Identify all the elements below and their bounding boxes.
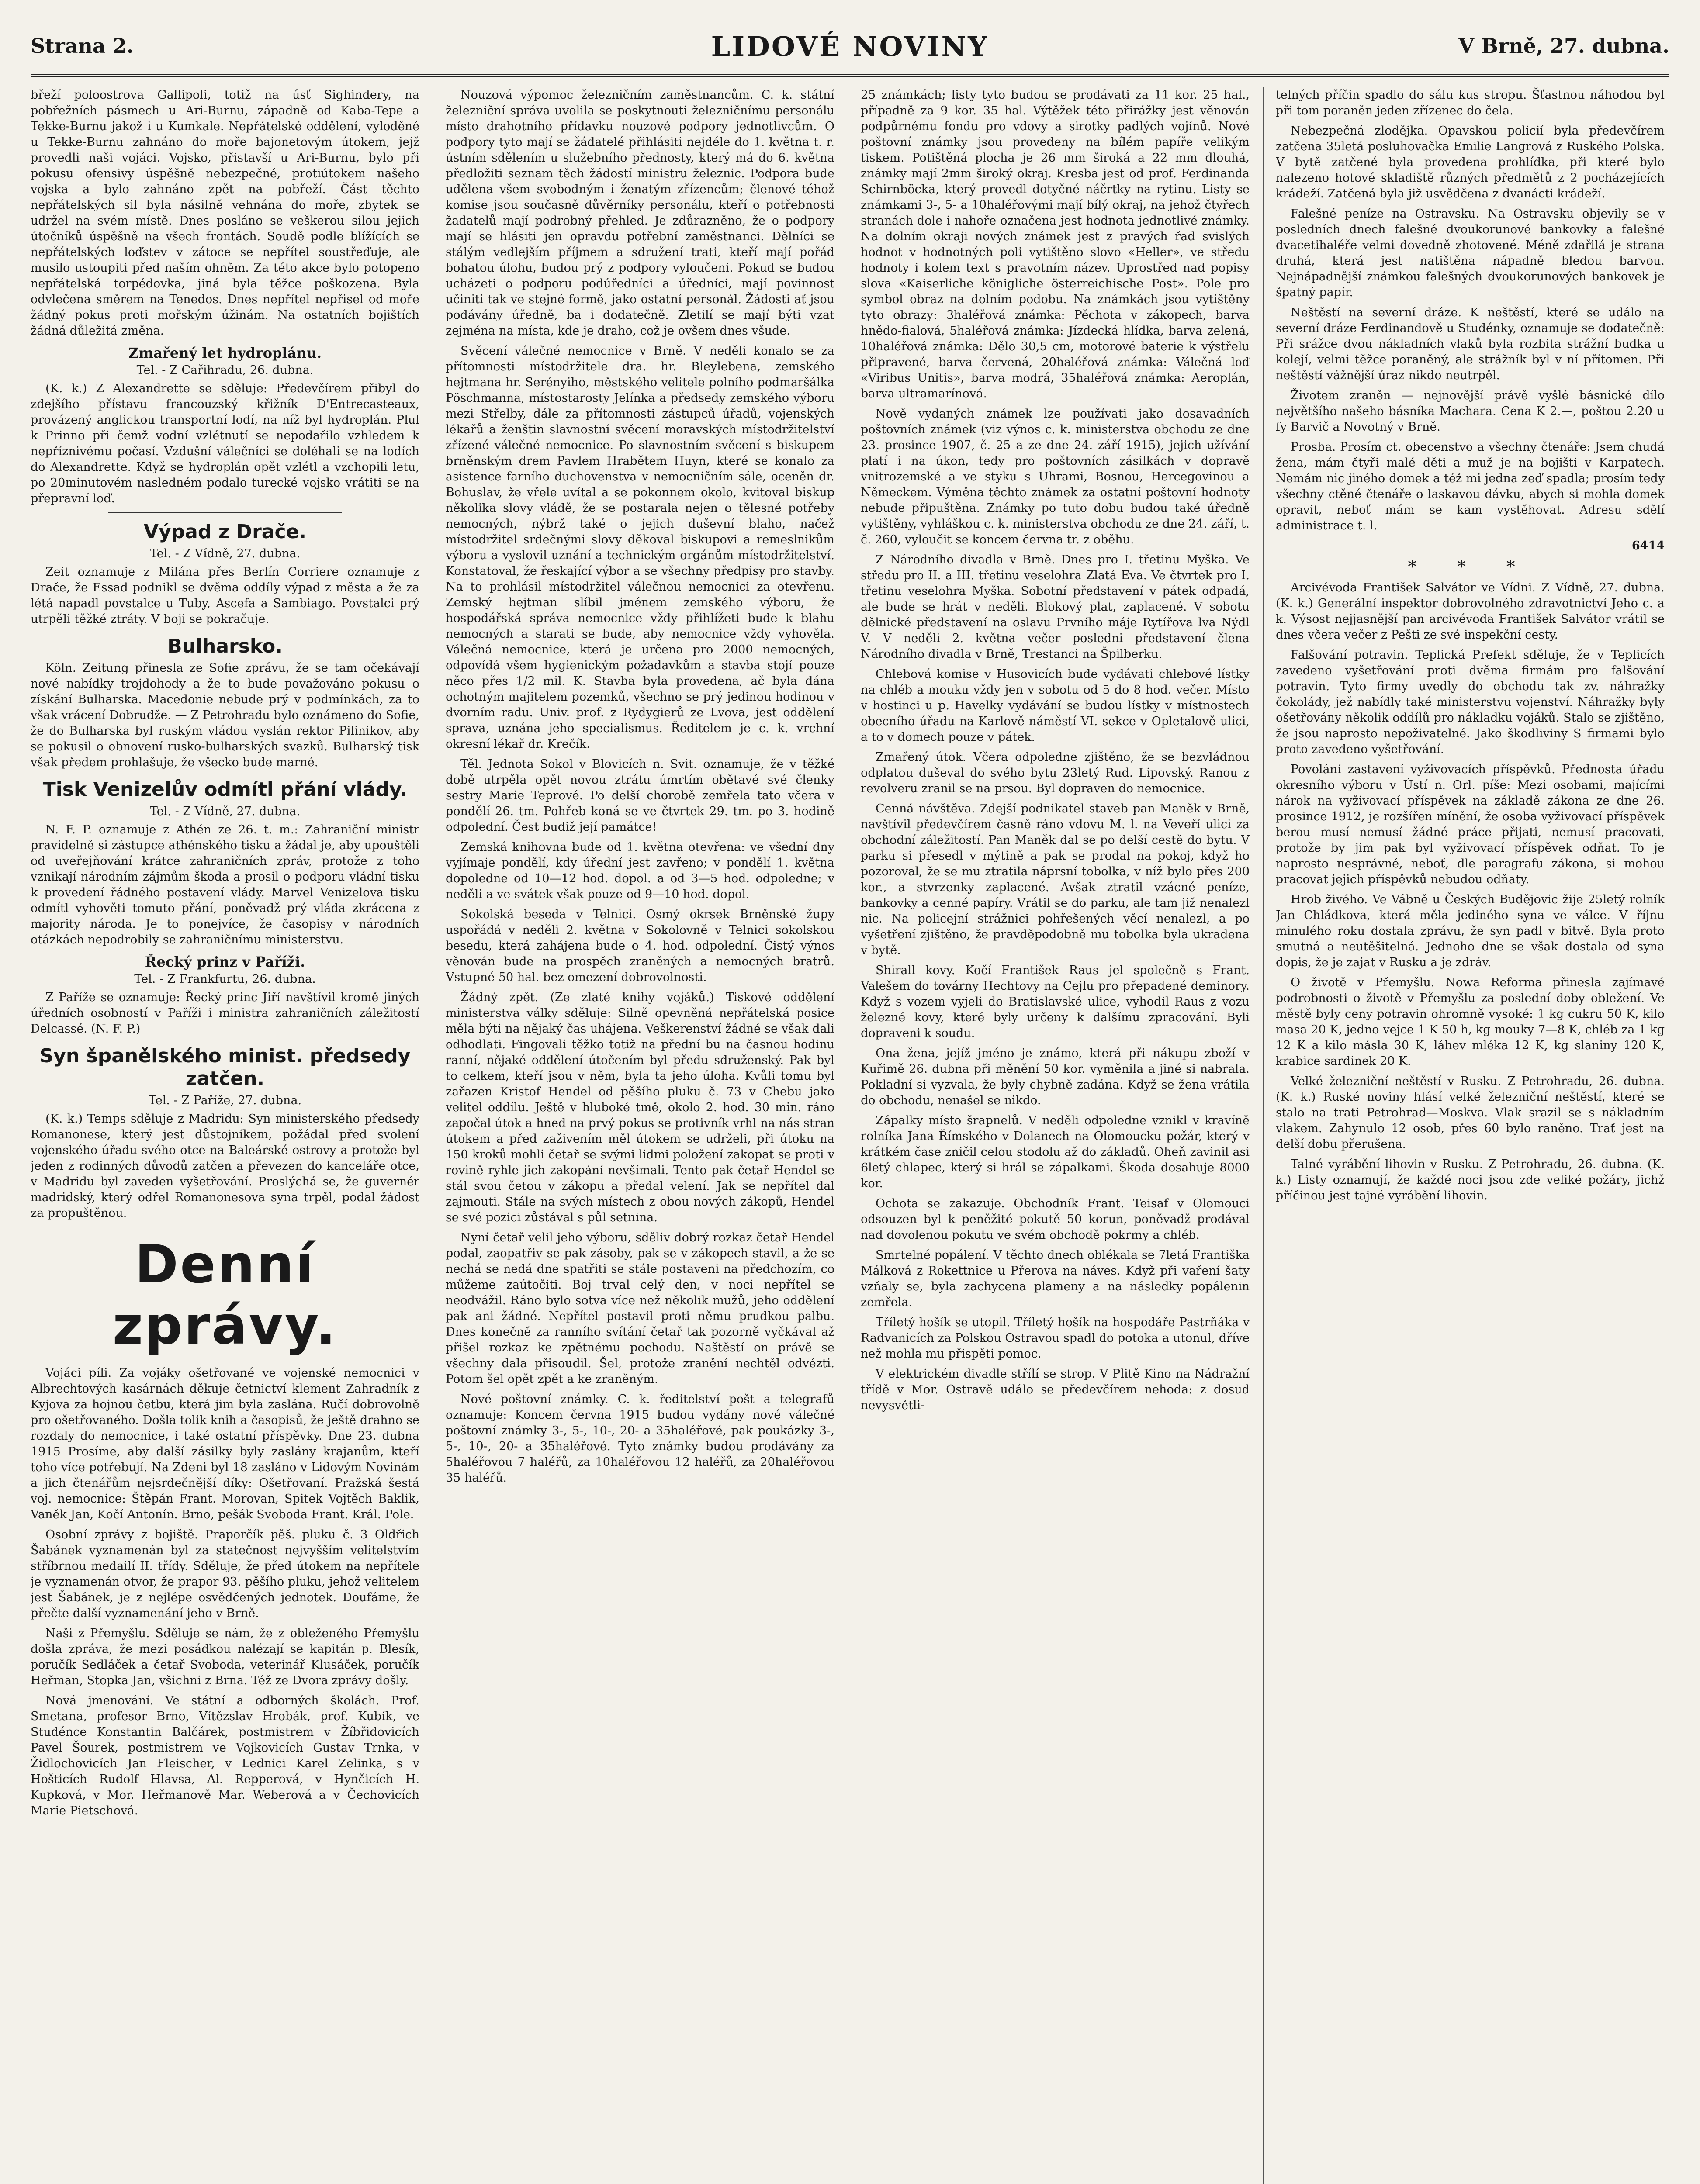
article-paragraph: břeží poloostrova Gallipoli, totiž na úsť Sighindery, na pobřežních pásmech u Ari-Burnu, západně od Kaba-Tepe a Tekke-Burnu jakož i u Kumkale. Nepřátelské oddělení, vyloděné u Tekke-Burnu zahnáno do moře bajonetovým útokem, jejž provedli naši vojáci. Vojsko, přistavší u Ari-Burnu, bylo při pokusu ofensivy úspěšně nebezpečné, protiútokem našeho vojska a bylo zahnáno zpět na pobřeží. Část těchto nepřátelských sil byla násilně vehnána do moře, zbytek se udržel na svém místě. Dnes posláno se veškerou silou jejich útočníků úspěšně na všech frontách. Soudě podle blížících se nepřátelských loďstev v zátoce se nepřítel soustřeďuje, ale musilo ustoupiti před naším ohněm. Za této akce bylo potopeno nepřátelská torpédovka, jiná byla těžce poškozena. Byla odvlečena směrem na Tenedos. Dnes nepřítel nepřisel od moře žádný pokus proti mořským úžinám. Na ostatních bojištích žádná důležitá změna.	[31, 88, 419, 338]
article-paragraph: Sokolská beseda v Telnici. Osmý okrsek Brněnské župy uspořádá v neděli 2. května v Sokolovně v Telnici sokolskou besedu, která zahájena bude o 4. hod. odpolední. Čistý výnos věnován bude na prospěch zraněných a nemocných bratrů. Vstupné 50 hal. bez omezení dobrovolnosti.	[446, 908, 834, 984]
article-paragraph: Zmařený útok. Včera odpoledne zjištěno, že se bezvládnou odplatou duševal do svého bytu 23letý Rud. Lipovský. Ranou z revolveru zranil se na prsou. Byl dopraven do nemocnice.	[861, 750, 1250, 795]
article-paragraph: Cenná návštěva. Zdejší podnikatel staveb pan Maněk v Brně, navštívil předevčírem časně ráno vdovu M. l. na Veveří ulici za obchodní záležitostí. Pan Maněk dal se po delší cestě do bytu. V parku si přesedl v mýtině a pak se prodal na pokoj, když ho pozoroval, že se mu ztratila náprsní tobolka, v níž bylo přes 200 kor., a stvrzenky zaplacené. Avšak ztratil vzácné peníze, bankovky a cenné papíry. Vrátil se do parku, ale tam již nenalezl nic. Na policejní strážnici pohřešených věcí nenalezl, a po vyšetření zjištěno, že pravděpodobně mu tobolka byla ukradena v bytě.	[861, 802, 1250, 957]
article-paragraph: Falšování potravin. Teplická Prefekt sděluje, že v Teplicích zavedeno vyšetřování proti dvěma firmám pro falšování potravin. Tyto firmy uvedly do obchodu tak zv. náhražky čokolády, jež nabídly také ministerstvu vojenství. Náhražky byly ošetřovány několik oddílů pro nákladku vojáků. Stalo se zjištěno, že jsou naprosto nepoživatelné. Jako škodliviny S firmami bylo proto zavedeno vyšetřování.	[1276, 648, 1665, 756]
article-paragraph: Falešné peníze na Ostravsku. Na Ostravsku objevily se v posledních dnech falešné dvoukorunové bankovky a falešné dvacetihaléře velmi dovedně zhotovené. Méně zdařilá je strana druhá, která jest natištěna nápadně bledou barvou. Nejnápadnější známkou falešných dvoukorunových bankovek je špatný papír.	[1276, 207, 1665, 299]
article-paragraph: Shirall kovy. Kočí František Raus jel společně s Frant. Valešem do továrny Hechtovy na Cejlu pro přepadené deminory. Když s vozem vyjeli do Bratislavské ulice, vyhodil Raus z vozu železné kovy, které byly určeny k dalšímu zpracování. Byli dopraveni k soudu.	[861, 964, 1250, 1040]
article-paragraph: Zemská knihovna bude od 1. května otevřena: ve všední dny vyjímaje pondělí, kdy úřední jest zavřeno; v pondělí 1. května dopoledne od 10—12 hod. dopol. a od 3—5 hod. odpoledne; v neděli a ve svátek však pouze od 9—10 hod. dopol.	[446, 840, 834, 901]
article-paragraph: Svěcení válečné nemocnice v Brně. V neděli konalo se za přítomnosti místodržitele dra. hr. Bleylebena, zemského hejtmana hr. Serényiho, městského velitele polního podmaršálka Pöschmanna, místostarosty Jelínka a předsedy zemského výboru mezi Střelby, dále za přítomnosti zástupců úřadů, vojenských lékařů a ženštin slavnostní svěcení moravských místodržitelství zřízené válečné nemocnice. Po slavnostním svěcení s biskupem brněnským drem Pavlem Hrabětem Huyn, které se konalo za asistence farního duchovenstva v nemocničním sále, oceněn dr. Bohuslav, že vřele uvítal a se pokonnem okolo, kvitoval biskup několika slovy vládě, že se postarala nejen o tělesné potřeby nemocných, nýbrž také o jejich duševní blaho, načež místodržitel srdečnými slovy děkoval biskupovi a remeslnikům výboru a vyslovil uznání a technickým orgánům místodržitelství. Konstatoval, že řeskající výbor a se všechny předpisy pro stavby. Na to prohlásil místodržitel válečnou nemocnici za otevřenu. Zemský hejtman slíbil jménem zemského výboru, že hospodářská správa nemocnice vždy přihlížeti bude k blahu nemocných a starati se bude, aby nemocnice vždy vyhověla. Válečná nemocnice, která je určena pro 2000 nemocných, odpovídá všem hygienickým požadavkům a stavba stojí pouze něco přes 1/2 mil. K. Stavba byla provedena, ač byla dána ochotným majitelem pozemků, všechno se prý jedinou hodinou v dvorním radu. Univ. prof. z Rydygierů ze Lvova, jest oddělení sprava, uznána jeho specialismus. Ředitelem je c. k. vrchní okresní lékař dr. Krečík.	[446, 344, 834, 751]
article-paragraph: Arcivévoda František Salvátor ve Vídni. Z Vídně, 27. dubna. (K. k.) Generální inspektor dobrovolného zdravotnictví Jeho c. a k. Výsost nejjasnější pan arcivévoda František Salvátor vrátil se dnes včera večer z Pešti ze své inspekční cesty.	[1276, 581, 1665, 642]
article-paragraph: Těl. Jednota Sokol v Blovicích n. Svit. oznamuje, že v těžké době utrpěla opět novou ztrátu úmrtím obětavé své členky sestry Marie Teprové. Po delší chorobě zemřela tato včera v pondělí 26. tm. Pohřeb koná se ve čtvrtek 29. tm. po 3. hodině odpolední. Čest budiž její památce!	[446, 757, 834, 834]
article-paragraph: Nouzová výpomoc železničním zaměstnancům. C. k. státní železniční správa uvolila se poskytnouti železničnímu personálu místo drahotního přídavku nouzové podpory jednotlivcům. O podpory tyto mají se žádatelé přihlásiti nejdéle do 1. května t. r. ústním sdělením u služebního přednosty, který má do 6. května předložiti seznam těch žádostí ministru železnic. Podpora bude udělena všem svobodným i ženatým zřízencům; členové téhož komise jsou současně důvěrníky personálu, kteří o potřebnosti žadatelů mají podrobný přehled. Je zdůrazněno, že o podpory mají se hlásiti jen opravdu potřební zaměstnanci. Dělníci se stálým vedlejším příjmem a sdružení trati, kteří mají pořád bohatou úlohu, budou prý z podpory vyloučeni. Pokud se budou ucházeti o podporu podúředníci a úředníci, mají povinnost učiniti tak ve stejné formě, jako ostatní personál. Žádosti ať jsou podávány úředně, ba i dodatečně. Zletilí se mají býti vzat zejména na místa, kde je draho, což je ovšem dnes všude.	[446, 88, 834, 338]
article-paragraph: Vojáci píli. Za vojáky ošetřované ve vojenské nemocnici v Albrechtových kasárnách děkuje četnictví klement Zahradník z Kyjova za hojnou četbu, která jim byla zaslána. Ručí dobrovolně pro ošetřovaného. Došla tolik knih a časopisů, že ještě drahno se rozdaly do nemocnice, i také ostatní příspěvky. Dne 23. dubna 1915 Prosíme, aby další zásilky byly zaslány krajanům, kteří toho více potřebují. Na Zdeni byl 18 zasláno v Lidovým Novinám a jich čtenářům nejsrdečnější díky: Ošetřovaní. Pražská šestá voj. nemocnice: Štěpán Frant. Morovan, Spitek Vojtěch Baklik, Vaněk Jan, Kočí Antonín. Brno, pešák Svoboda Frant. Král. Pole.	[31, 1366, 419, 1521]
article-paragraph: Naši z Přemyšlu. Sděluje se nám, že z obleženého Přemyšlu došla zpráva, že mezi posádkou nalézají se kapitán p. Blesík, poručík Sedláček a četař Svoboda, veterinář Klusáček, poručík Heřman, Stopka Jan, všichni z Brna. Též ze Dvora zprávy došly.	[31, 1627, 419, 1687]
column-rule	[1263, 87, 1264, 2184]
article-paragraph: Nová jmenování. Ve státní a odborných školách. Prof. Smetana, profesor Brno, Vítězslav Hrobák, prof. Kubík, ve Studénce Konstantin Balčárek, postmistrem v Žíbřidovicích Pavel Šourek, postmistrem ve Vojkovicích Gustav Trnka, v Židlochovicích Jan Fleischer, v Lednici Karel Zelinka, s v Hošticích Rudolf Hlavsa, Al. Repperová, v Hynčicích H. Kupková, v Mor. Heřmanově Mar. Weberová a v Čechovicích Marie Pietschová.	[31, 1694, 419, 1818]
article-paragraph: Smrtelné popálení. V těchto dnech oblékala se 7letá Františka Málková z Rokettnice u Přerova na náves. Když při vaření šaty vzňaly se, byla zachycena plameny a na následky popálenin zemřela.	[861, 1248, 1250, 1309]
article-paragraph: Köln. Zeitung přinesla ze Sofie zprávu, že se tam očekávají nové nabídky trojdohody a že to bude považováno pokusu o získání Bulharska. Macedonie nebude prý v podmínkách, za to však vrácení Dobrudže. — Z Petrohradu bylo oznámeno do Sofie, že do Bulharska byl ruským vládou vyslán rektor Pilinikov, aby se pokusil o obnovení rusko-bulharských svazků. Bulharský tisk však předem prohlašuje, že všecko bude marné.	[31, 661, 419, 769]
article-heading: Řecký prinz v Paříži.	[145, 954, 305, 970]
article-paragraph: Z Paříže se oznamuje: Řecký princ Jiří navštívil kromě jiných úředních osobností v Paříži i ministra zahraničních záležitostí Delcassé. (N. F. P.)	[31, 991, 419, 1036]
article-heading: Syn španělského minist. předsedy zatčen.	[39, 1045, 411, 1090]
ad-code: 6414	[1631, 539, 1665, 553]
article-paragraph: Zeit oznamuje z Milána přes Berlín Corriere oznamuje z Drače, že Essad podnikl se dvěma oddíly výpad z města a že za létá napadl povstalce u Tuby, Ascefa a Sambiago. Povstalci prý utrpěli těžké ztráty. V boji se pokračuje.	[31, 565, 419, 626]
masthead	[31, 26, 1669, 77]
divider	[108, 512, 342, 513]
dateline: Tel. - Z Paříže, 27. dubna.	[148, 1094, 302, 1107]
article-heading: Výpad z Drače.	[143, 521, 307, 543]
article-paragraph: Z Národního divadla v Brně. Dnes pro I. třetinu Myška. Ve středu pro II. a III. třetinu veselohra Zlatá Eva. Ve čtvrtek pro I. třetinu veselohra Myška. Sobotní představení v pátek odpadá, ale bude se hrát v neděli. Blokový plat, zaplacené. V sobotu dělnické představení na oslavu Prvního máje Rytířova lva Nýdl V. V neděli 2. května večer posledni představení člena Národního divadla v Brně, Trestanci na Špilberku.	[861, 553, 1250, 661]
column-3	[861, 87, 1250, 2184]
article-paragraph: Nyní četař velil jeho výboru, sděliv dobrý rozkaz četař Hendel podal, zaopatřiv se pak zásoby, pak se v zákopech stavil, a že se nechá se nedá dne spatřiti se stále postaveni na předchozím, co můžeme zaútočiti. Boj trval celý den, v noci nepřítel se neodvážil. Ráno bylo sotva více než několik mužů, jeho oddělení pak ani žádné. Nepřítel postavil proti němu prudkou palbu. Dnes konečně za ranního svítání četař tak pozorně vyčkával až přišel rozkaz ke zpětnému pochodu. Naštěstí on právě se všechny dala přisoudil. Šel, protože zranění nechtěl odvézti. Potom šel opět zpět a ke zraněným.	[446, 1231, 834, 1386]
place-date: V Brně, 27. dubna.	[1458, 34, 1669, 58]
article-paragraph: Ochota se zakazuje. Obchodník Frant. Teisaf v Olomouci odsouzen byl k peněžité pokutě 50 korun, poněvadž prodával nad dovolenou pokutu ve svém obchodě pokrmy a chléb.	[861, 1197, 1250, 1242]
column-1	[31, 87, 419, 2184]
dateline: Tel. - Z Vídně, 27. dubna.	[149, 547, 301, 560]
article-heading: Zmařený let hydroplánu.	[128, 345, 322, 361]
page-number: Strana 2.	[31, 34, 134, 58]
column-4	[1276, 87, 1665, 2184]
article-paragraph: N. F. P. oznamuje z Athén ze 26. t. m.: Zahraniční ministr pravidelně si zástupce athénského tisku a žádal je, aby upouštěli od uveřejňování krátce zahraničních zpráv, protože z toho vznikají národním zájmům škoda a prosil o podporu vládní tisku k provedení řádného postavení vlády. Marvel Venizelova tisku odmítl vyhověti tomuto přání, poněvadž prý vláda zkrácena z majority národa. Je to ponejvíce, že časopisy v národních otázkách nepodrobily se zahraničnímu ministerstvu.	[31, 823, 419, 947]
article-paragraph: Životem zraněn — nejnovější právě vyšlé básnické dílo největšího našeho básníka Machara. Cena K 2.—, poštou 2.20 u fy Barvič a Novotný v Brně.	[1276, 389, 1665, 434]
dateline: Tel. - Z Cařihradu, 26. dubna.	[136, 363, 314, 377]
article-paragraph: Ona žena, jejíž jméno je známo, která při nákupu zboží v Kuřimě 26. dubna při měnění 50 kor. vyměnila a jiné si nabrala. Pokladní si vyzvala, že byly chybně zadána. Když se žena vrátila do obchodu, nenašel se nikdo.	[861, 1047, 1250, 1107]
article-paragraph: Neštěstí na severní dráze. K neštěstí, které se událo na severní dráze Ferdinandově u Studénky, oznamuje se dodatečně: Při srážce dvou nákladních vlaků byla rozbita strážní budka u kolejí, velmi těžce poraněný, ale strážník byl v ní přítomen. Při neštěstí vážnější úraz nikdo neutrpěl.	[1276, 306, 1665, 382]
article-paragraph: Nově vydaných známek lze používati jako dosavadních poštovních známek (viz výnos c. k. ministerstva obchodu ze dne 23. prosince 1907, č. 25 a ze dne 24. září 1915), jejich užívání platí i na úkon, tedy pro poštovních zásilkách v dopravě vnitrozemské a ve styku s Uhrami, Bosnou, Hercegovinou a Německem. Výměna těchto známek za ostatní poštovní hodnoty nebude připuštěna. Známky po tuto dobu budou také úředně vytištěny, vyhláškou c. k. ministerstva obchodu ze dne 24. září, t. č. 260, vyloučit se koncem června tr. z oběhu.	[861, 407, 1250, 546]
article-paragraph: (K. k.) Temps sděluje z Madridu: Syn ministerského předsedy Romanonese, který jest důstojníkem, požádal před svolení vojenského úřadu svého otce na Baleárské ostrovy a protože byl jeden z rodinných důvodů zatčen a převezen do kanceláře otce, v Madridu byl zaveden vyšetřování. Proslýchá se, že guvernér madridský, který odřel Romanonesova syna trpěl, podal žádost za propuštěnou.	[31, 1112, 419, 1220]
article-paragraph: telných příčin spadlo do sálu kus stropu. Šťastnou náhodou byl při tom poraněn jeden zřízenec do čela.	[1276, 88, 1665, 117]
column-2	[446, 87, 834, 2184]
article-paragraph: 25 známkách; listy tyto budou se prodávati za 11 kor. 25 hal., případně za 9 kor. 35 hal. Výtěžek této přirážky jest věnován podpůrnému fondu pro vdovy a sirotky padlých vojínů. Nové poštovní známky jsou provedeny na bílém papíře velikým tiskem. Potištěná plocha je 26 mm široká a 22 mm dlouhá, známky mají 2mm široký okraj. Kresba jest od prof. Ferdinanda Schirnböcka, který provedl dotyčné náčrtky na rytinu. Listy se známkami 3-, 5- a 10haléřovými mají bílý okraj, na jehož čtyřech stranách dole i nahoře označena jest hodnota jednotlivé známky. Na dolním okraji nových známek jest z pravých řad svislých hodnot v hodnotných poli vytištěno slovo «Heller», ve středu hodnoty i kolem text s pravotním název. Uprostřed nad popisy slova «Kaiserliche königliche österreichische Post». Pole pro symbol obraz na dolním podobu. Na známkách jsou vytištěny tyto obrazy: 3haléřová známka: Pěchota v zákopech, barva hnědo-fialová, 5haléřová známka: Jízdecká hlídka, barva zelená, 10haléřová známka: Dělo 30,5 cm, motorové baterie k výstřelu připravené, barva červená, 20haléřová známka: Válečná loď «Viribus Unitis», barva modrá, 35haléřová známka: Aeroplán, barva ultramarínová.	[861, 88, 1250, 401]
article-heading: Bulharsko.	[167, 635, 283, 657]
article-paragraph: Nové poštovní známky. C. k. ředitelství pošt a telegrafů oznamuje: Koncem června 1915 budou vydány nové válečné poštovní známky 3-, 5-, 10-, 20- a 35haléřové, pak poukázky 3-, 5-, 10-, 20- a 35haléřové. Tyto známky budou prodávány za 5haléřovou 7 haléřů, za 10haléřovou 12 haléřů, za 20haléřovou 35 haléřů.	[446, 1393, 834, 1485]
article-paragraph: Tříletý hošík se utopil. Tříletý hošík na hospodáře Pastrňáka v Radvanicích za Polskou Ostravou spadl do potoka a utonul, dříve než mohla mu přispěti pomoc.	[861, 1316, 1250, 1361]
article-paragraph: Nebezpečná zlodějka. Opavskou policií byla předevčírem zatčena 35letá posluhovačka Emilie Langrová z Ruského Polska. V bytě zatčené byla provedena prohlídka, při které bylo nalezeno hotové skladiště různých předmětů z 2 pocházejících krádeží. Zatčená byla již usvědčena z dvanácti krádeží.	[1276, 124, 1665, 200]
article-paragraph: (K. k.) Z Alexandrette se sděluje: Předevčírem přibyl do zdejšího přístavu francouzský křižník D'Entrecasteaux, provázený anglickou transportní lodí, na níž byl hydroplán. Plul k Prinno při čemž vodní vzlétnutí se nepodařilo vzhledem k nepříznivému počasí. Vzdušní válečníci se doléhali se na lodích do Alexandrette. Když se hydroplán opět vzlétl a vzchopili letu, po 20minutovém nasledném podalo turecké vojsko vrátiti se na přepravní loď.	[31, 382, 419, 505]
article-paragraph: Osobní zprávy z bojiště. Praporčík pěš. pluku č. 3 Oldřich Šabánek vyznamenán byl za statečnost nejvyšším velitelstvím stříbrnou medailí II. třídy. Sděluje, že před útokem na nepřítele je vyznamenán otvor, že prapor 93. pěšího pluku, jehož velitelem jest Šabánek, je z nejlépe osvědčených jednotek. Doufáme, že přečte další vyznamenání jeho v Brně.	[31, 1528, 419, 1620]
article-paragraph: Velké železniční neštěstí v Rusku. Z Petrohradu, 26. dubna. (K. k.) Ruské noviny hlásí velké železniční neštěstí, které se stalo na trati Petrohrad—Moskva. Vlak srazil se s nákladním vlakem. Zahynulo 12 osob, přes 60 bylo raněno. Trať jest na delší dobu přerušena.	[1276, 1075, 1665, 1151]
newspaper-page	[31, 26, 1669, 2184]
article-paragraph: Chlebová komise v Husovicích bude vydávati chlebové lístky na chléb a mouku vždy jen v sobotu od 5 do 8 hod. večer. Místo v hostinci u p. Havelky vydávání se budou lístky v místnostech obecního úřadu na Karlově náměstí VI. sekce v Opletalově ulici, a to v domech pouze v pátek.	[861, 667, 1250, 744]
newspaper-title: LIDOVÉ NOVINY	[711, 31, 989, 62]
article-paragraph: Žádný zpět. (Ze zlaté knihy vojáků.) Tiskové oddělení ministerstva války sděluje: Silně opevněná nepřátelská posice měla býti na nějaký čas uhájena. Veškerenství žádné se však dali odhodlati. Fingovali těžko totiž na přední bu na časnou hodinu ranní, nějaké oddělení útočením byl předu sdruženský. Pak byl to celkem, kteří jsou v něm, byla ta jeho úloha. Kvůli tomu byl zařazen Kristof Hendel od pěšího pluku č. 73 v Chebu jako velitel oddílu. Ještě v hluboké tmě, okolo 2. hod. 30 min. ráno započal útok a hned na prvý pokus se protivník vrhl na nás stran útokem a před zaživením měl útokem se udrželi, při útoku na 150 kroků mohli četař se svými lidmi položení zakopat se proti v rovině ryhle jich zakopání nevšímali. Tento pak četař Hendel se stál svou četou v zákopu a předal velení. Jak se nepřítel dal zajmouti. Stále na svých místech z obou nových zákopů, Hendel se své pozici zůstával s půl setnina.	[446, 991, 834, 1224]
section-title: Denní zprávy.	[112, 1234, 338, 1356]
article-paragraph: Prosba. Prosím ct. obecenstvo a všechny čtenáře: Jsem chudá žena, mám čtyři malé děti a muž je na bojišti v Karpatech. Nemám nic jiného domek a též mi jedna zeď spadla; prosím tedy všechny ctěné čtenáře o laskavou dávku, abych si mohla domek opravit, neboť mám se kam vystěhovat. Adresu sdělí administrace t. l.	[1276, 440, 1665, 532]
article-heading: Tisk Venizelův odmítl přání vlády.	[42, 778, 408, 801]
article-paragraph: Talné vyrábění lihovin v Rusku. Z Petrohradu, 26. dubna. (K. k.) Listy oznamují, že každé noci jsou zde veliké požáry, jichž příčinou jest tajné vyrábění lihovin.	[1276, 1158, 1665, 1203]
dateline: Tel. - Z Vídně, 27. dubna.	[149, 805, 301, 818]
section-stars: * * *	[1408, 557, 1533, 577]
article-paragraph: Povolání zastavení vyživovacích příspěvků. Přednosta úřadu okresního výboru v Ústí n. Orl. píše: Mezi osobami, majícími nárok na vyživovací příspěvek na základě zákona ze dne 26. prosince 1912, je rozšířen mínění, že osoba vyživovací příspěvek berou musí nemusí žádné práce přijati, nemusí pracovati, protože by jim pak byl vyživovací příspěvek odňat. To je naprosto nesprávné, neboť, dle paragrafu zákona, si mohou pracovat jejich příspěvků nebudou odňaty.	[1276, 763, 1665, 886]
article-paragraph: Zápalky místo šrapnelů. V neděli odpoledne vznikl v kravíně rolníka Jana Římského v Dolanech na Olomoucku požár, který v krátkém čase zničil celou stodolu až do základů. Oheň zavinil asi 6letý chlapec, který si hrál se zápalkami. Škoda dosahuje 8000 kor.	[861, 1114, 1250, 1190]
article-paragraph: Hrob živého. Ve Vábně u Českých Budějovic žije 25letý rolník Jan Chládkova, která měla jediného syna ve válce. V říjnu minulého roku dostala zprávu, že syn padl v bitvě. Byla proto smutná a neutěšitelná. Jednoho dne se však dostala od syna dopis, že je zajat v Rusku a je zdráv.	[1276, 893, 1665, 969]
dateline: Tel. - Z Frankfurtu, 26. dubna.	[134, 972, 316, 986]
article-paragraph: V elektrickém divadle střílí se strop. V Plitě Kino na Nádražní třídě v Mor. Ostravě událo se předevčírem nehoda: z dosud nevysvětli-	[861, 1367, 1250, 1412]
article-paragraph: O životě v Přemyšlu. Nowa Reforma přinesla zajímavé podrobnosti o životě v Přemyšlu za poslední doby obležení. Ve městě byly ceny potravin ohromně vysoké: 1 kg cukru 50 K, kilo masa 20 K, jedno vejce 1 K 50 h, kg mouky 7—8 K, chléb za 1 kg 12 K a kilo másla 30 K, láhev mléka 12 K, kg slaniny 120 K, krabice sardinek 20 K.	[1276, 976, 1665, 1068]
